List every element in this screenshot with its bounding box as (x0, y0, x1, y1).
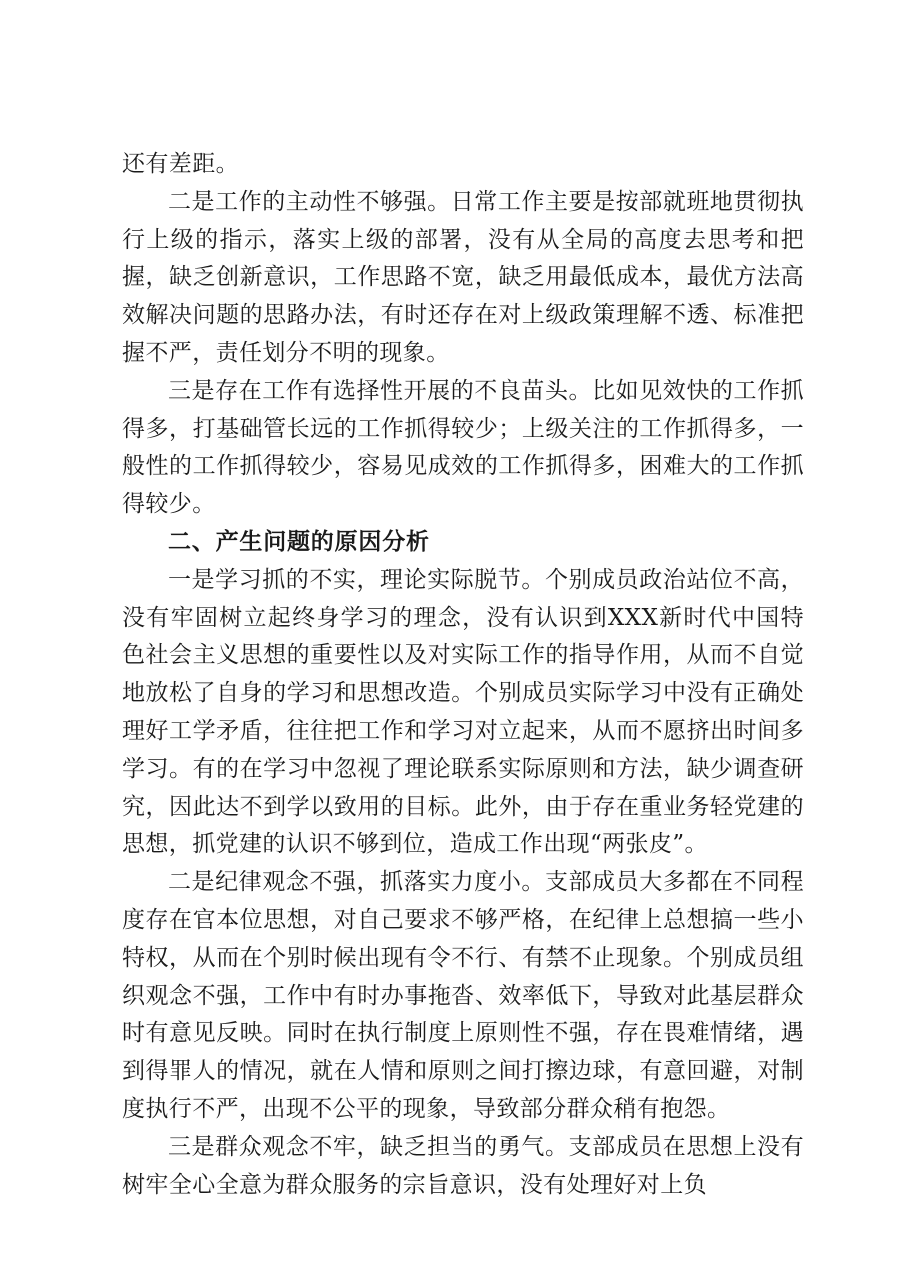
paragraph-continuation: 还有差距。 (122, 151, 239, 177)
paragraph-study: 一是学习抓的不实，理论实际脱节。个别成员政治站位不高，没有牢固树立起终身学习的理念，没有认识到XXX新时代中国特色社会主义思想的重要性以及对实际工作的指导作用，从而不自觉地放松了自身的学习和思想改造。个别成员实际学习中没有正确处理好工学矛盾，往往把工作和学习对立起来，从而不愿挤出时间多学习。有的在学习中忽视了理论联系实际原则和方法，缺少调查研究，因此达不到学以致用的目标。此外，由于存在重业务轻党建的思想，抓党建的认识不够到位，造成工作出现“两张皮”。 (122, 566, 804, 858)
paragraph-mass-concept: 三是群众观念不牢，缺乏担当的勇气。支部成员在思想上没有树牢全心全意为群众服务的宗旨意识，没有处理好对上负 (122, 1133, 804, 1198)
document-body (122, 146, 804, 1204)
section-heading-cause-analysis: 二、产生问题的原因分析 (168, 528, 430, 555)
paragraph-initiative: 二是工作的主动性不够强。日常工作主要是按部就班地贯彻执行上级的指示，落实上级的部署，没有从全局的高度去思考和把握，缺乏创新意识，工作思路不宽，缺乏用最低成本，最优方法高效解决问题的思路办法，有时还存在对上级政策理解不透、标准把握不严，责任划分不明的现象。 (122, 188, 804, 366)
paragraph-selective-work: 三是存在工作有选择性开展的不良苗头。比如见效快的工作抓得多，打基础管长远的工作抓得较少；上级关注的工作抓得多，一般性的工作抓得较少，容易见成效的工作抓得多，困难大的工作抓得较少。 (122, 377, 804, 518)
paragraph-discipline: 二是纪律观念不强，抓落实力度小。支部成员大多都在不同程度存在官本位思想，对自己要求不够严格，在纪律上总想搞一些小特权，从而在个别时候出现有令不行、有禁不止现象。个别成员组织观念不强，工作中有时办事拖沓、效率低下，导致对此基层群众时有意见反映。同时在执行制度上原则性不强，存在畏难情绪，遇到得罪人的情况，就在人情和原则之间打擦边球，有意回避，对制度执行不严，出现不公平的现象，导致部分群众稍有抱怨。 (122, 869, 804, 1122)
